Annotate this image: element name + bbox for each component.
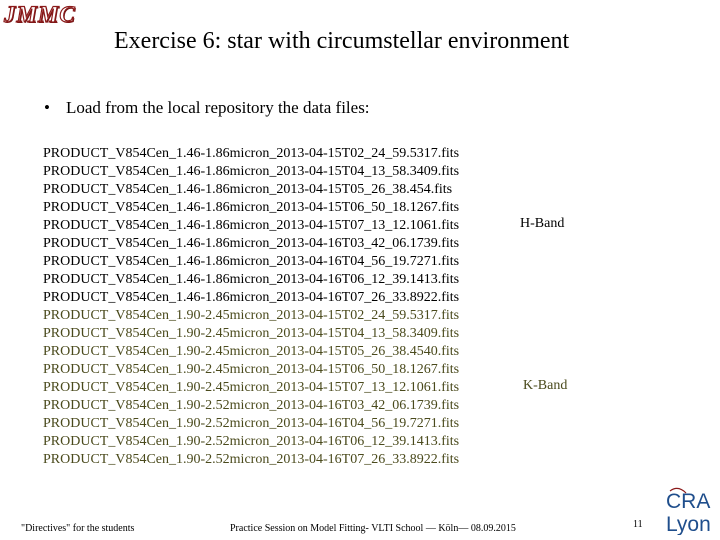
file-item: PRODUCT_V854Cen_1.46-1.86micron_2013-04-15T07_13_12.1061.fits	[43, 218, 460, 233]
file-item: PRODUCT_V854Cen_1.90-2.45micron_2013-04-15T05_26_38.4540.fits	[43, 344, 460, 359]
file-item: PRODUCT_V854Cen_1.46-1.86micron_2013-04-16T06_12_39.1413.fits	[43, 272, 460, 287]
file-item: PRODUCT_V854Cen_1.46-1.86micron_2013-04-16T03_42_06.1739.fits	[43, 236, 460, 251]
jmmc-logo: JMMC	[4, 2, 76, 27]
file-item: PRODUCT_V854Cen_1.46-1.86micron_2013-04-15T04_13_58.3409.fits	[43, 164, 460, 179]
cral-logo-line1: CRA	[666, 490, 711, 513]
file-item: PRODUCT_V854Cen_1.90-2.52micron_2013-04-16T06_12_39.1413.fits	[43, 434, 460, 449]
file-item: PRODUCT_V854Cen_1.90-2.52micron_2013-04-16T04_56_19.7271.fits	[43, 416, 460, 431]
h-band-label: H-Band	[520, 216, 565, 231]
file-item: PRODUCT_V854Cen_1.90-2.52micron_2013-04-16T03_42_06.1739.fits	[43, 398, 460, 413]
file-item: PRODUCT_V854Cen_1.46-1.86micron_2013-04-16T07_26_33.8922.fits	[43, 290, 460, 305]
file-item: PRODUCT_V854Cen_1.90-2.52micron_2013-04-16T07_26_33.8922.fits	[43, 452, 460, 467]
file-item: PRODUCT_V854Cen_1.90-2.45micron_2013-04-15T07_13_12.1061.fits	[43, 380, 460, 395]
bullet-icon: •	[44, 98, 50, 117]
file-item: PRODUCT_V854Cen_1.90-2.45micron_2013-04-15T04_13_58.3409.fits	[43, 326, 460, 341]
file-item: PRODUCT_V854Cen_1.90-2.45micron_2013-04-15T02_24_59.5317.fits	[43, 308, 460, 323]
bullet-item	[44, 98, 370, 118]
file-item: PRODUCT_V854Cen_1.46-1.86micron_2013-04-15T02_24_59.5317.fits	[43, 146, 460, 161]
cral-logo-line2: Lyon	[666, 513, 711, 535]
slide-title: Exercise 6: star with circumstellar environment	[114, 28, 570, 54]
file-item: PRODUCT_V854Cen_1.46-1.86micron_2013-04-15T06_50_18.1267.fits	[43, 200, 460, 215]
file-list	[43, 145, 459, 469]
file-item: PRODUCT_V854Cen_1.90-2.45micron_2013-04-15T06_50_18.1267.fits	[43, 362, 460, 377]
footer-center-text: Practice Session on Model Fitting- VLTI School — Köln— 08.09.2015	[230, 523, 516, 534]
k-band-label: K-Band	[523, 378, 568, 393]
bullet-text: Load from the local repository the data files:	[66, 98, 370, 117]
page-number: 11	[633, 519, 643, 530]
cral-logo	[664, 487, 716, 535]
footer-left-text: "Directives" for the students	[21, 523, 135, 534]
file-item: PRODUCT_V854Cen_1.46-1.86micron_2013-04-16T04_56_19.7271.fits	[43, 254, 460, 269]
file-item: PRODUCT_V854Cen_1.46-1.86micron_2013-04-15T05_26_38.454.fits	[43, 182, 453, 197]
